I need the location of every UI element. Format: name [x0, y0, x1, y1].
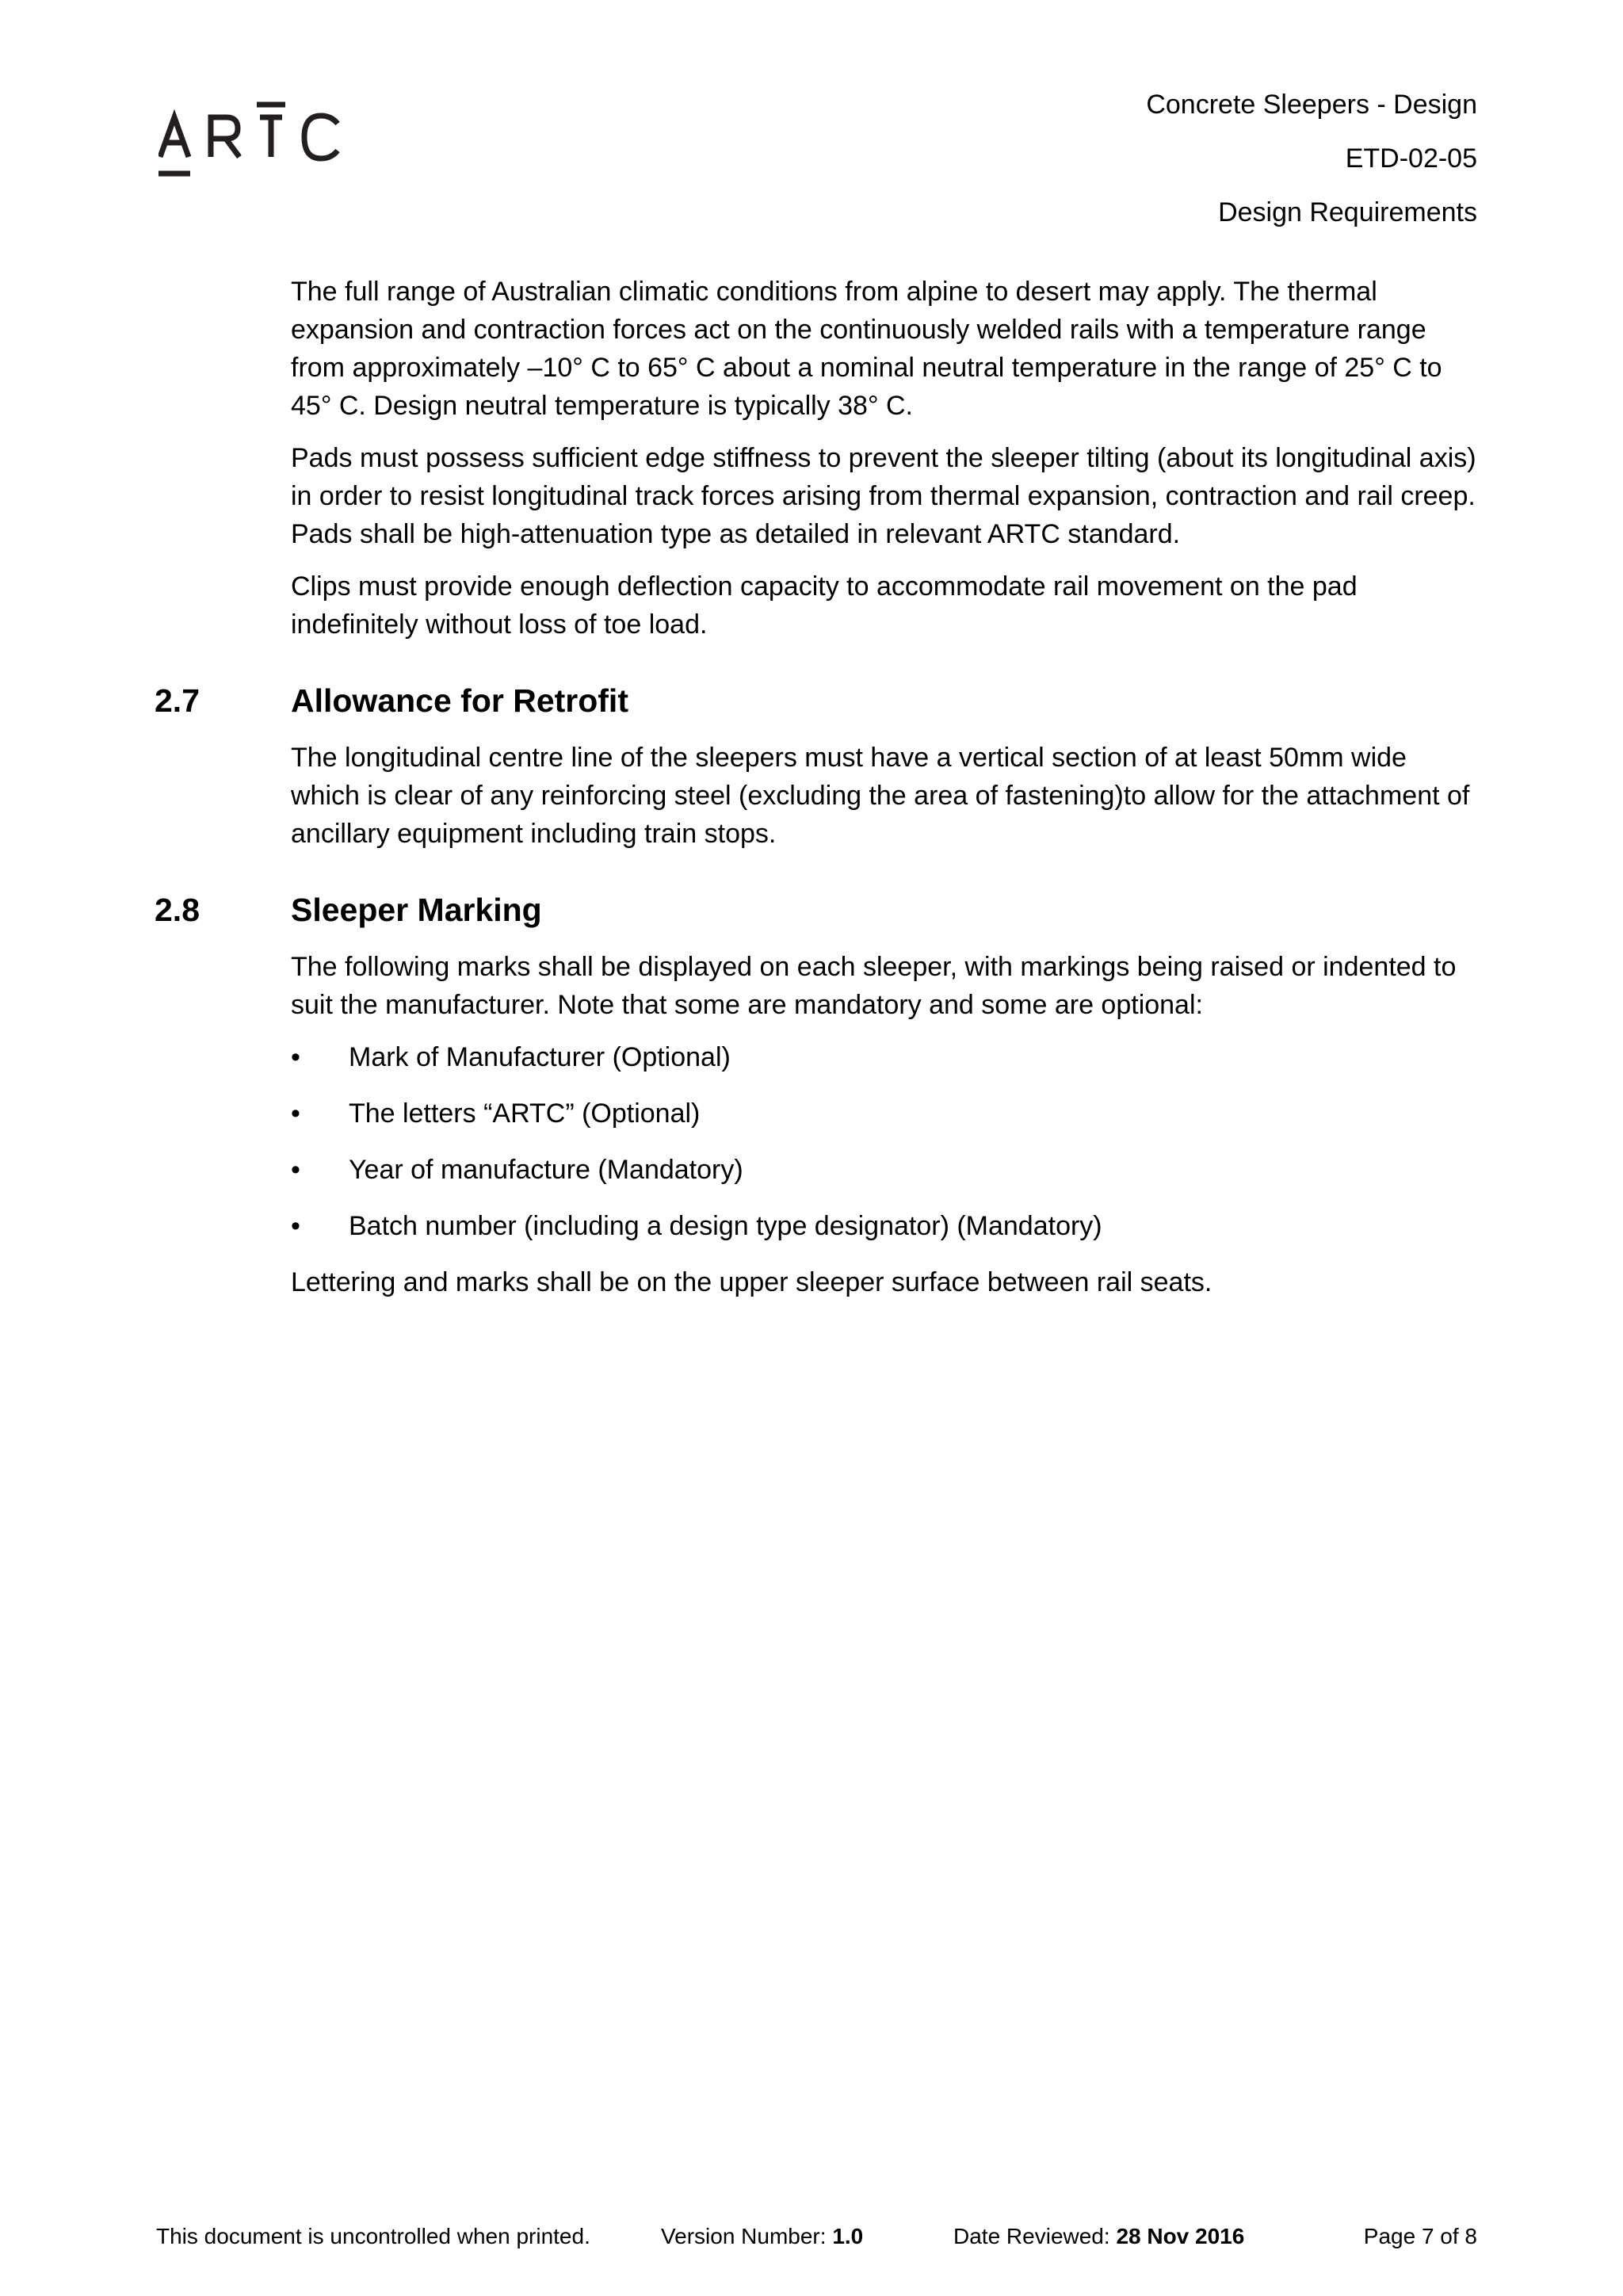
paragraph-marking-intro: The following marks shall be displayed on each sleeper, with markings being raised or indented to suit the manufacturer. Note that some are mandatory and some are optional: — [291, 952, 1457, 1020]
bullet-icon: • — [291, 1155, 300, 1185]
list-item-text: Mark of Manufacturer (Optional) — [349, 1042, 731, 1072]
footer-date-label: Date Reviewed: — [953, 2224, 1117, 2248]
paragraph-clips: Clips must provide enough deflection capacity to accommodate rail movement on the pad indefinitely without loss of toe load. — [291, 571, 1358, 640]
footer-page-number: Page 7 of 8 — [1363, 2224, 1477, 2248]
header-document-title: Concrete Sleepers - Design — [1146, 90, 1477, 120]
section-number: 2.8 — [155, 892, 200, 928]
list-item — [291, 1207, 1480, 1245]
artc-logo — [158, 101, 341, 181]
footer-date-value: 28 Nov 2016 — [1116, 2224, 1245, 2248]
section-heading-2-8 — [155, 889, 1480, 930]
document-header — [1146, 78, 1477, 239]
bullet-icon: • — [291, 1098, 300, 1129]
bullet-icon: • — [291, 1042, 300, 1072]
footer-uncontrolled-notice: This document is uncontrolled when printed. — [156, 2224, 590, 2248]
section-number: 2.7 — [155, 682, 200, 719]
paragraph-retrofit: The longitudinal centre line of the sleepers must have a vertical section of at least 50mm wide which is clear of any reinforcing steel (excluding the area of fastening)to allow for the attachment of ancillary equipment including train stops. — [291, 743, 1470, 849]
list-item-text: Year of manufacture (Mandatory) — [349, 1155, 743, 1185]
header-document-number: ETD-02-05 — [1345, 143, 1477, 174]
list-item — [291, 1095, 1480, 1133]
footer-date-reviewed — [953, 2221, 1244, 2252]
footer-version — [661, 2221, 863, 2252]
footer-version-label: Version Number: — [661, 2224, 833, 2248]
section-title: Sleeper Marking — [291, 892, 542, 928]
list-item-text: Batch number (including a design type designator) (Mandatory) — [349, 1211, 1102, 1241]
bullet-icon: • — [291, 1211, 300, 1241]
list-item — [291, 1151, 1480, 1189]
section-heading-2-7 — [155, 680, 1480, 721]
list-item — [291, 1038, 1480, 1076]
section-title: Allowance for Retrofit — [291, 682, 628, 719]
header-section-title: Design Requirements — [1218, 197, 1477, 227]
paragraph-pads: Pads must possess sufficient edge stiffness to prevent the sleeper tilting (about its longitudinal axis) in order to resist longitudinal track forces arising from thermal expansion, contraction and rail creep. Pads shall be high-attenuation type as detailed in relevant ARTC standard. — [291, 443, 1476, 549]
page-content — [155, 273, 1480, 1316]
footer-version-value: 1.0 — [832, 2224, 864, 2248]
paragraph-lettering: Lettering and marks shall be on the upper sleeper surface between rail seats. — [291, 1267, 1212, 1297]
paragraph-thermal-conditions: The full range of Australian climatic conditions from alpine to desert may apply. The thermal expansion and contraction forces act on the continuously welded rails with a temperature range from approximately –10° C to 65° C about a nominal neutral temperature in the range of 25° C to 45° C. Design neutral temperature is typically 38° C. — [291, 277, 1442, 421]
list-item-text: The letters “ARTC” (Optional) — [349, 1098, 701, 1129]
